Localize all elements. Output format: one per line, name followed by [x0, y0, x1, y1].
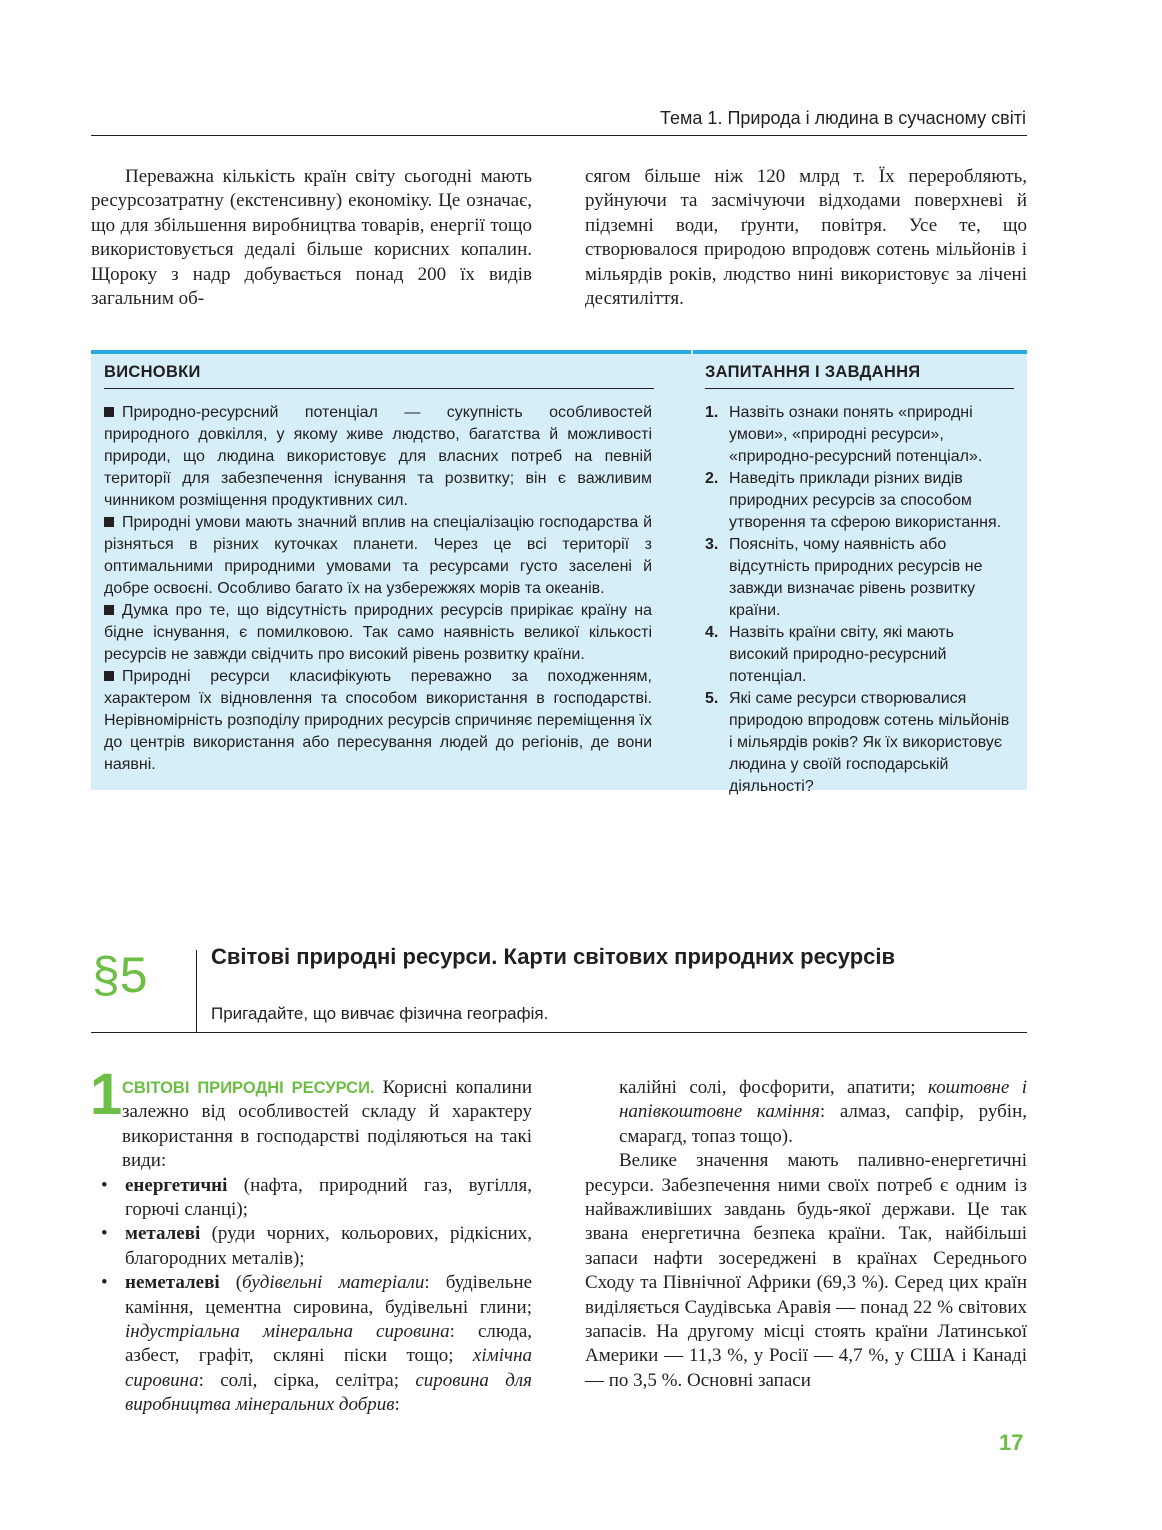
questions-rule: [705, 388, 1014, 389]
questions-box-top-bar: [693, 350, 1027, 354]
question-item: 5. Які саме ресурси створювалися природою впродовж сотень мільйонів і мільярдів років? Як їх використовує людина у своїй господарській діяльності?: [705, 690, 1010, 795]
square-bullet-icon: [104, 605, 114, 615]
square-bullet-icon: [104, 407, 114, 417]
question-item: 4. Назвіть країни світу, які мають високий природно-ресурсний потенціал.: [705, 624, 954, 685]
paragraph-title: Світові природні ресурси. Карти світових природних ресурсів: [211, 944, 896, 969]
intro-left-text: Переважна кількість країн світу сьогодні мають ресурсозатратну (екстенсивну) економіку. Це означає, що для збільшення виробництва товарів, енергії тощо використовується дедалі більше корисних копалин. Щороку з надр добувається понад 200 їх видів загальним об-: [91, 166, 532, 310]
list-item: • неметалеві (будівельні матеріали: будівельне каміння, цементна сировина, будівельні глини; індустріальна мінеральна сировина: слюда, азбест, графіт, скляні піски тощо; хімічна сировина: солі, сірка, селітра; сировина для виробництва мінеральних добрив:: [101, 1272, 533, 1416]
conclusions-list: [104, 402, 652, 776]
section-right-list-continuation: калійні солі, фосфорити, апатити; коштовне і напівкоштовне каміння: алмаз, сапфір, рубін, смарагд, топаз тощо).: [619, 1077, 1027, 1147]
conclusion-item: Природні умови мають значний вплив на спеціалізацію господарства й різняться в різних куточках планети. Через це всі території з оптимальними природними умовами та ресурсами густо заселені й добре освоєні. Особливо багато їх на узбережжях морів та океанів.: [104, 514, 652, 597]
conclusion-item: Природно-ресурсний потенціал — сукупність особливостей природного довкілля, у якому живе людство, багатства й можливості природи, що людина використовує для власних потреб на певній території для забезпечення існування та розвитку; він є важливим чинником розміщення продуктивних сил.: [104, 404, 652, 509]
header-rule: [91, 135, 1027, 136]
section-lead: СВІТОВІ ПРИРОДНІ РЕСУРСИ. Корисні копалини залежно від особливостей складу й характеру використання в господарстві поділяються на такі види:: [122, 1077, 532, 1172]
intro-right-text: сягом більше ніж 120 млрд т. Їх переробляють, руйнуючи та засмічуючи відходами поверхневі й підземні води, ґрунти, повітря. Усе те, що створювалося природою впродовж сотень мільйонів і мільярдів років, людство нині використовує за лічені десятиліття.: [585, 166, 1027, 310]
bullet-icon: •: [101, 1223, 108, 1245]
section-left-column: [91, 1076, 532, 1418]
conclusions-title: ВИСНОВКИ: [104, 363, 201, 381]
question-item: 1. Назвіть ознаки понять «природні умови», «природні ресурси», «природно-ресурсний потенціал».: [705, 404, 983, 465]
page-number: 17: [999, 1430, 1024, 1455]
paragraph-number: §5: [92, 947, 148, 1003]
conclusions-rule: [104, 388, 654, 389]
questions-title: ЗАПИТАННЯ І ЗАВДАННЯ: [705, 363, 921, 381]
resource-type-list: [91, 1174, 532, 1418]
square-bullet-icon: [104, 517, 114, 527]
list-item: • металеві (руди чорних, кольорових, рідкісних, благородних металів);: [101, 1223, 532, 1269]
question-item: 3. Поясніть, чому наявність або відсутність природних ресурсів не завжди визначає рівень розвитку країни.: [705, 536, 983, 619]
section-title: СВІТОВІ ПРИРОДНІ РЕСУРСИ.: [122, 1079, 375, 1097]
conclusion-item: Природні ресурси класифікують переважно за походженням, характером їх відновлення та способом використання в господарстві. Нерівномірність розподілу природних ресурсів спричиняє переміщення їх до центрів використання або пересування людей до регіонів, де вони наявні.: [104, 668, 652, 773]
intro-right-column: [585, 165, 1027, 311]
section-right-paragraph: Велике значення мають паливно-енергетичні ресурси. Забезпечення ними своїх потреб є одним із найважливіших завдань будь-якої держави. Це так звана енергетична безпека країни. Так, найбільші запаси нафти зосереджені в країнах Середнього Сходу та Північної Африки (69,3 %). Серед цих країн виділяється Саудівська Аравія — понад 22 % світових запасів. На другому місці стоять країни Латинської Америки — 11,3 %, у Росії — 4,7 %, у США і Канаді — по 3,5 %. Основні запаси: [585, 1150, 1027, 1391]
question-item: 2. Наведіть приклади різних видів природних ресурсів за способом утворення та сферою використання.: [705, 470, 1002, 531]
summary-box: [91, 350, 1027, 795]
paragraph-divider: [196, 950, 197, 1032]
bullet-icon: •: [101, 1272, 108, 1294]
paragraph-prompt: Пригадайте, що вивчає фізична географія.: [211, 1004, 549, 1023]
list-item: • енергетичні (нафта, природний газ, вугілля, горючі сланці);: [101, 1174, 532, 1221]
conclusion-item: Думка про те, що відсутність природних ресурсів прирікає країну на бідне існування, є помилковою. Так само наявність великої кількості ресурсів не завжди свідчить про високий рівень розвитку країни.: [104, 602, 652, 663]
intro-left-column: [91, 165, 532, 311]
paragraph-rule: [91, 1032, 1027, 1033]
square-bullet-icon: [104, 671, 114, 681]
running-head: Тема 1. Природа і людина в сучасному світі: [660, 108, 1026, 128]
summary-box-top-bar: [91, 350, 691, 354]
bullet-icon: •: [101, 1174, 108, 1196]
section-number: 1: [90, 1062, 123, 1127]
section-right-column: [585, 1076, 1027, 1393]
questions-list: [705, 402, 1015, 798]
